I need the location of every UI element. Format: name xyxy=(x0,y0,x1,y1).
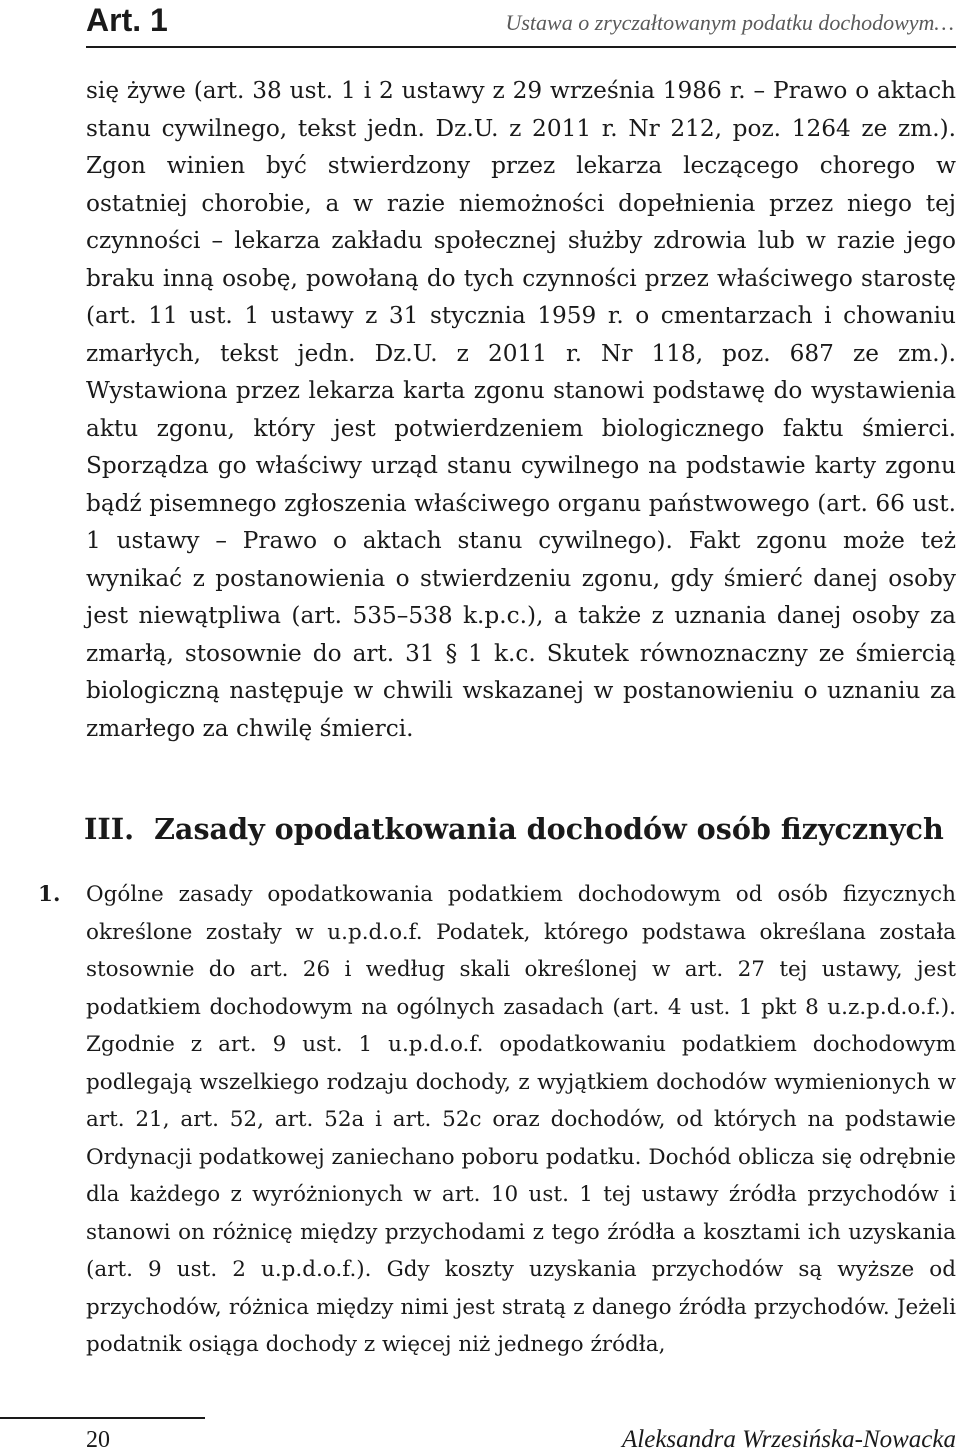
body-paragraph-1: się żywe (art. 38 ust. 1 i 2 ustawy z 29 września 1986 r. – Prawo o aktach stanu cywilnego, tekst jedn. Dz.U. z 2011 r. Nr 212, poz. 1264 ze zm.). Zgon winien być stwierdzony przez lekarza leczącego chorego w ostatniej chorobie, a w razie niemożności dopełnienia przez niego tej czynności – lekarza zakładu społecznej służby zdrowia lub w razie jego braku inną osobę, powołaną do tych czynności przez właściwego starostę (art. 11 ust. 1 ustawy z 31 stycznia 1959 r. o cmentarzach i chowaniu zmarłych, tekst jedn. Dz.U. z 2011 r. Nr 118, poz. 687 ze zm.). Wystawiona przez lekarza karta zgonu stanowi podstawę do wystawienia aktu zgonu, który jest potwierdzeniem biologicznego faktu śmierci. Sporządza go właściwy urząd stanu cywilnego na podstawie karty zgonu bądź pisemnego zgłoszenia właściwego organu państwowego (art. 66 ust. 1 ustawy – Prawo o aktach stanu cywilnego). Fakt zgonu może też wynikać z postanowienia o stwierdzeniu zgonu, gdy śmierć danej osoby jest niewątpliwa (art. 535–538 k.p.c.), a także z uznania danej osoby za zmarłą, stosownie do art. 31 § 1 k.c. Skutek równoznaczny ze śmiercią biologiczną następuje w chwili wskazanej w postanowieniu o uznaniu za zmarłego za chwilę śmierci. xyxy=(86,77,956,742)
section-number: III. xyxy=(84,812,135,846)
page-number: 20 xyxy=(86,1427,110,1453)
section-title: Zasady opodatkowania dochodów osób fizycznych xyxy=(154,812,944,846)
article-label: Art. 1 xyxy=(86,2,168,38)
footer-rule xyxy=(0,1417,205,1419)
running-title: Ustawa o zryczałtowanym podatku dochodowym… xyxy=(505,10,954,35)
list-item-number: 1. xyxy=(38,882,61,907)
running-header xyxy=(86,0,956,48)
section-heading xyxy=(84,808,944,850)
footer-author: Aleksandra Wrzesińska-Nowacka xyxy=(622,1426,956,1453)
list-item-text: Ogólne zasady opodatkowania podatkiem dochodowym od osób fizycznych określone zostały w u.p.d.o.f. Podatek, którego podstawa określana została stosownie do art. 26 i według skali określonej w art. 27 tej ustawy, jest podatkiem dochodowym na ogólnych zasadach (art. 4 ust. 1 pkt 8 u.z.p.d.o.f.). Zgodnie z art. 9 ust. 1 u.p.d.o.f. opodatkowaniu podatkiem dochodowym podlegają wszelkiego rodzaju dochody, z wyjątkiem dochodów wymienionych w art. 21, art. 52, art. 52a i art. 52c oraz dochodów, od których na podstawie Ordynacji podatkowej zaniechano poboru podatku. Dochód oblicza się odrębnie dla każdego z wyróżnionych w art. 10 ust. 1 tej ustawy źródła przychodów i stanowi on różnicę między przychodami z tego źródła a kosztami ich uzyskania (art. 9 ust. 2 u.p.d.o.f.). Gdy koszty uzyskania przychodów są wyższe od przychodów, różnica między nimi jest stratą z danego źródła przychodów. Jeżeli podatnik osiąga dochody z więcej niż jednego źródła, xyxy=(86,882,956,1357)
